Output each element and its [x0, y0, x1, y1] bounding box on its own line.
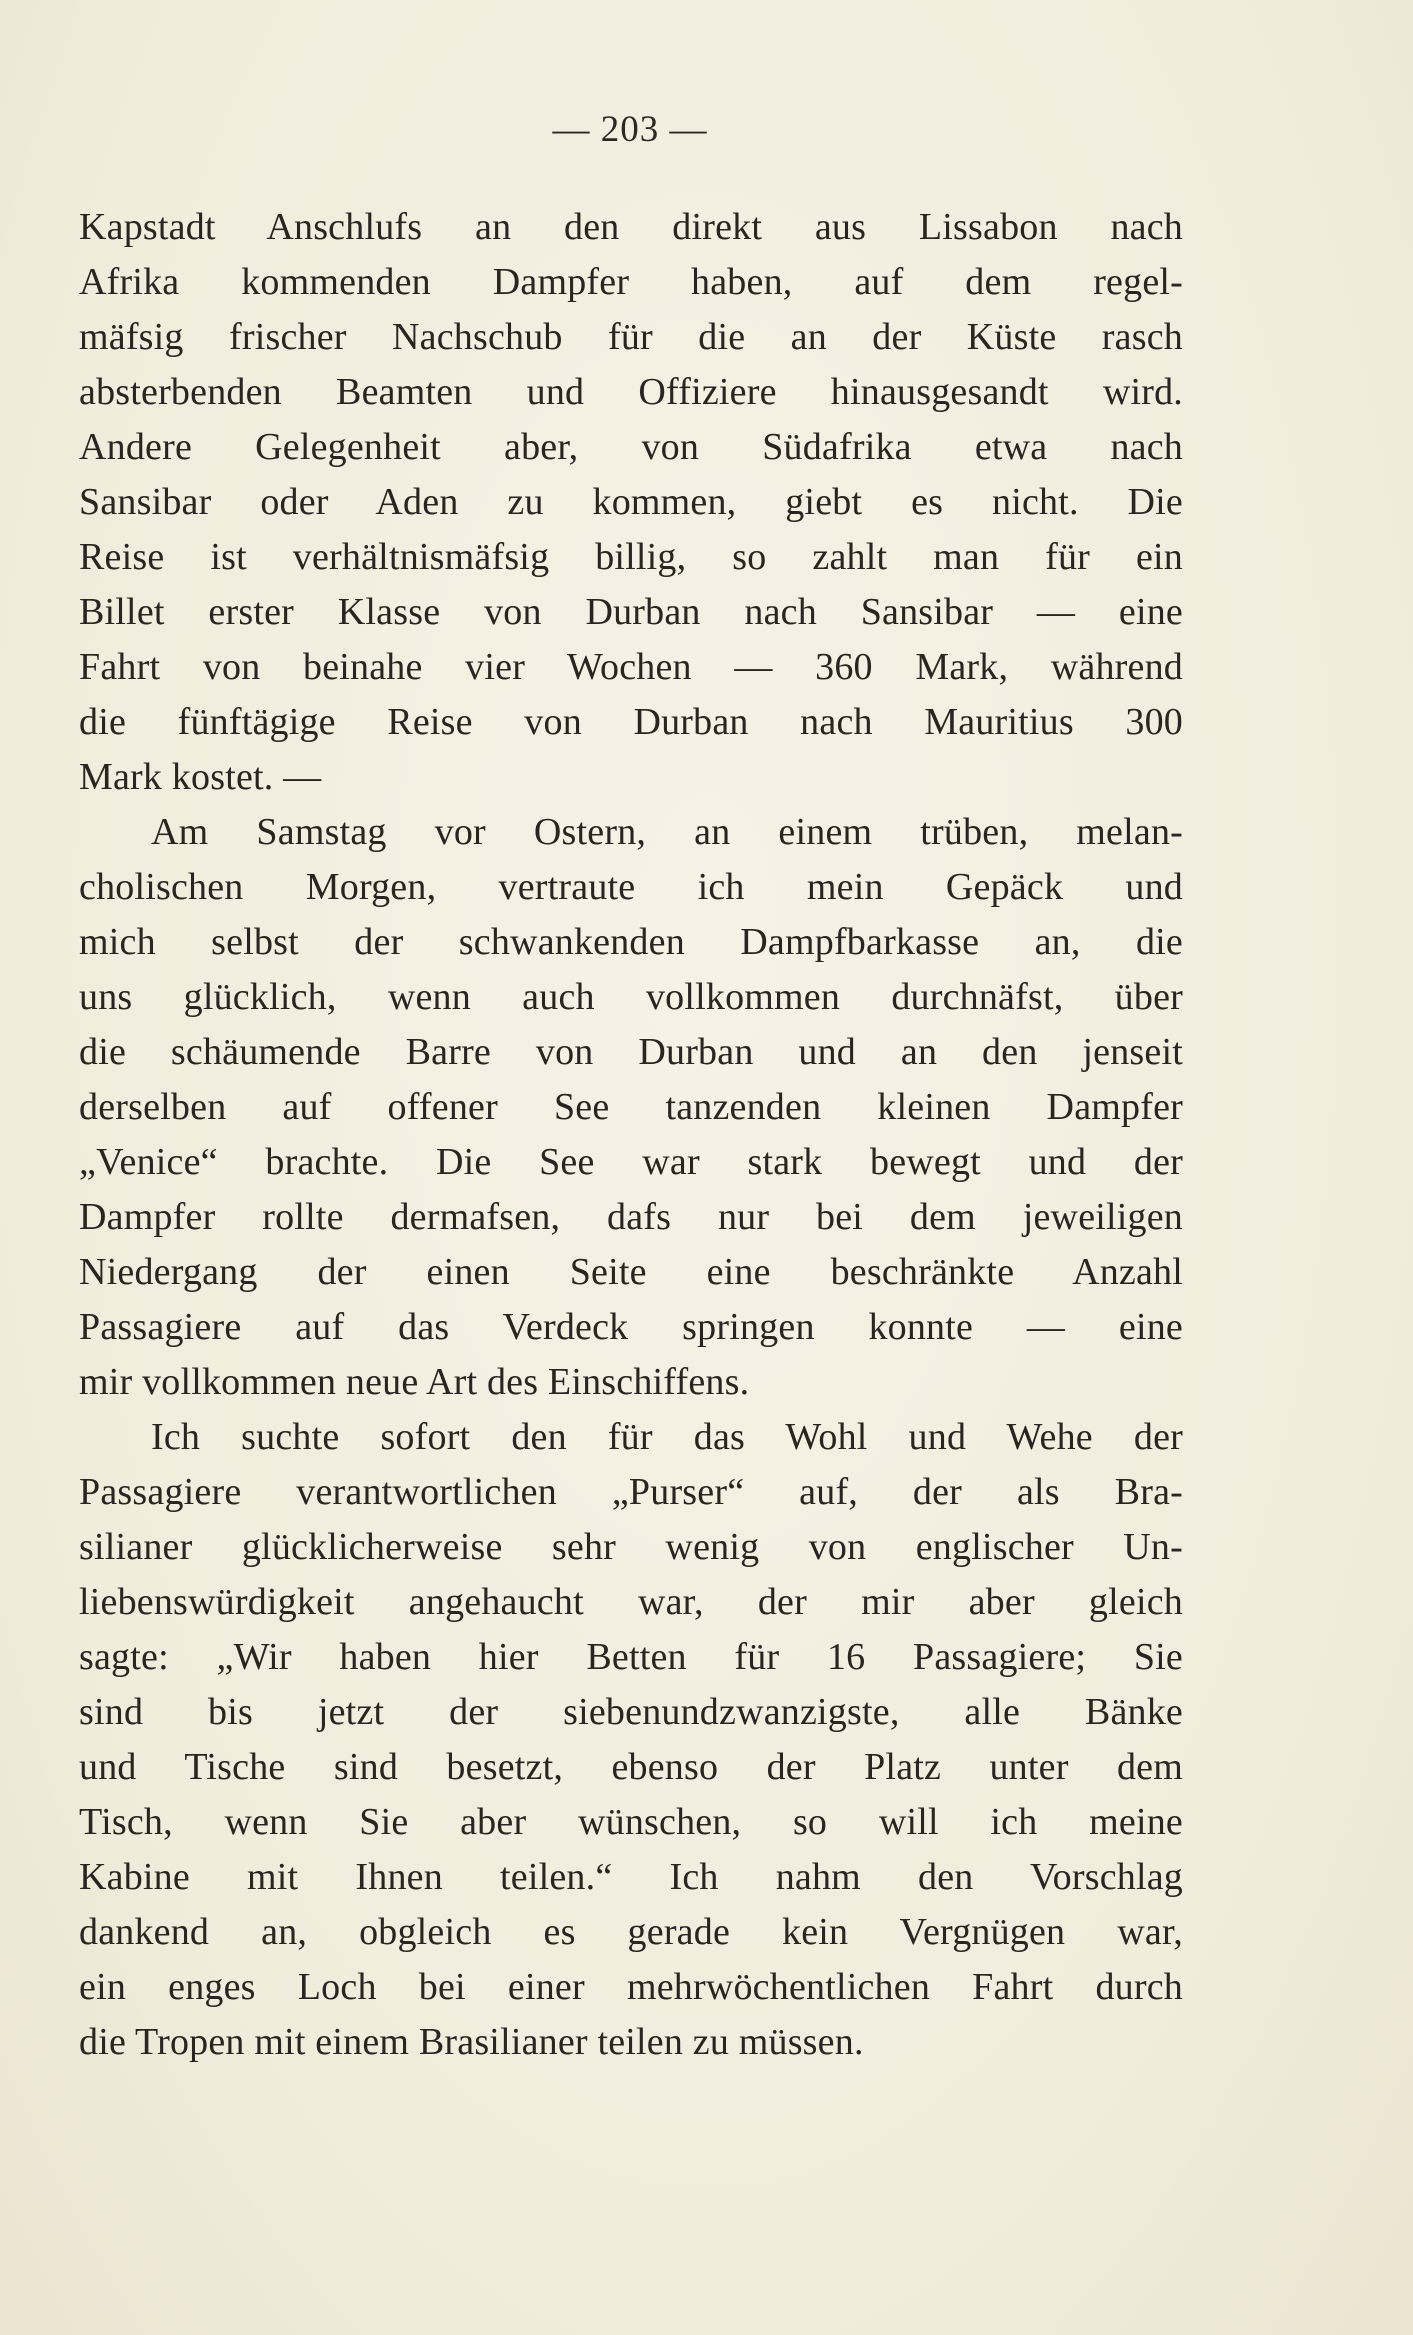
- text-line: Fahrt von beinahe vier Wochen — 360 Mark, während: [79, 646, 1183, 688]
- text-line: absterbenden Beamten und Offiziere hinausgesandt wird.: [79, 371, 1183, 413]
- text-line: Afrika kommenden Dampfer haben, auf dem regel-: [79, 261, 1183, 303]
- text-line: Kapstadt Anschlufs an den direkt aus Lissabon nach: [79, 206, 1183, 248]
- text-line: Kabine mit Ihnen teilen.“ Ich nahm den Vorschlag: [79, 1856, 1183, 1898]
- text-line: mich selbst der schwankenden Dampfbarkasse an, die: [79, 921, 1183, 963]
- text-line: dankend an, obgleich es gerade kein Vergnügen war,: [79, 1911, 1183, 1953]
- text-line: mäfsig frischer Nachschub für die an der Küste rasch: [79, 316, 1183, 358]
- text-line: Ich suchte sofort den für das Wohl und Wehe der: [151, 1416, 1183, 1458]
- body-text: [79, 200, 1183, 2070]
- text-line: Tisch, wenn Sie aber wünschen, so will ich meine: [79, 1801, 1183, 1843]
- text-line: Reise ist verhältnismäfsig billig, so zahlt man für ein: [79, 536, 1183, 578]
- text-line: Mark kostet. —: [79, 756, 322, 798]
- text-line: Sansibar oder Aden zu kommen, giebt es nicht. Die: [79, 481, 1183, 523]
- text-line: silianer glücklicherweise sehr wenig von englischer Un-: [79, 1526, 1183, 1568]
- text-line: ein enges Loch bei einer mehrwöchentlichen Fahrt durch: [79, 1966, 1183, 2008]
- text-line: die schäumende Barre von Durban und an den jenseit: [79, 1031, 1183, 1073]
- text-line: Dampfer rollte dermafsen, dafs nur bei dem jeweiligen: [79, 1196, 1183, 1238]
- text-line: sind bis jetzt der siebenundzwanzigste, alle Bänke: [79, 1691, 1183, 1733]
- text-line: derselben auf offener See tanzenden kleinen Dampfer: [79, 1086, 1183, 1128]
- text-line: Passagiere verantwortlichen „Purser“ auf, der als Bra-: [79, 1471, 1183, 1513]
- text-line: mir vollkommen neue Art des Einschiffens.: [79, 1361, 750, 1403]
- text-line: liebenswürdigkeit angehaucht war, der mir aber gleich: [79, 1581, 1183, 1623]
- text-line: „Venice“ brachte. Die See war stark bewegt und der: [79, 1141, 1183, 1183]
- text-line: und Tische sind besetzt, ebenso der Platz unter dem: [79, 1746, 1183, 1788]
- text-line: Andere Gelegenheit aber, von Südafrika etwa nach: [79, 426, 1183, 468]
- text-line: sagte: „Wir haben hier Betten für 16 Passagiere; Sie: [79, 1636, 1183, 1678]
- page-number: — 203 —: [552, 109, 708, 150]
- text-line: die fünftägige Reise von Durban nach Mauritius 300: [79, 701, 1183, 743]
- text-line: uns glücklich, wenn auch vollkommen durchnäfst, über: [79, 976, 1183, 1018]
- text-line: cholischen Morgen, vertraute ich mein Gepäck und: [79, 866, 1183, 908]
- text-line: Niedergang der einen Seite eine beschränkte Anzahl: [79, 1251, 1183, 1293]
- text-line: Passagiere auf das Verdeck springen konnte — eine: [79, 1306, 1183, 1348]
- text-line: Billet erster Klasse von Durban nach Sansibar — eine: [79, 591, 1183, 633]
- text-line: die Tropen mit einem Brasilianer teilen zu müssen.: [79, 2021, 864, 2063]
- text-line: Am Samstag vor Ostern, an einem trüben, melan-: [151, 811, 1183, 853]
